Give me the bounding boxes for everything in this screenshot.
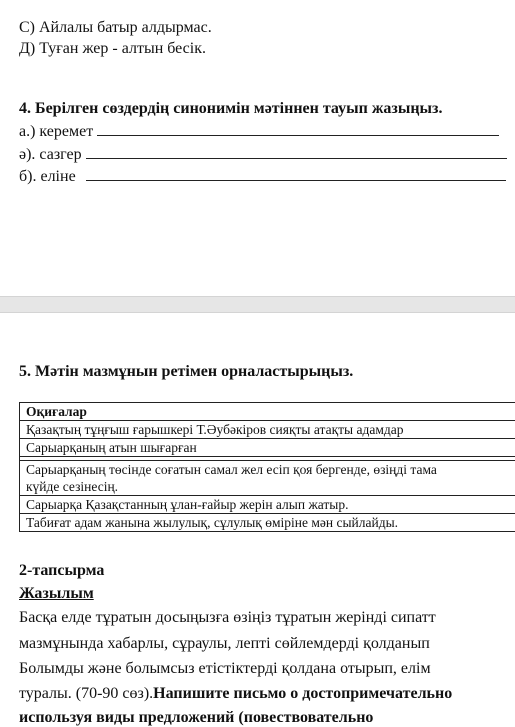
table-cell — [20, 461, 515, 496]
table-row — [20, 496, 515, 514]
task2-bold-tail: Напишите письмо о достопримечательно — [153, 685, 452, 702]
task2-subtitle: Жазылым — [19, 585, 94, 603]
task4-item-a-label: а.) керемет — [19, 123, 93, 140]
events-table — [19, 402, 515, 532]
table-header-row — [20, 403, 515, 421]
task2-last-line: используя виды предложений (повествовательно — [19, 709, 373, 727]
task2-title: 2-тапсырма — [19, 562, 104, 580]
page-gap-divider — [0, 296, 515, 313]
table-row — [20, 461, 515, 496]
task2-line: Басқа елде тұратын досыңызға өзіңіз тұратын жерінді сипатт — [19, 609, 436, 627]
task4-item-ae — [19, 146, 507, 164]
table-cell: Табиғат адам жанына жылулық, сұлулық өміріне мән сыйлайды. — [20, 514, 515, 532]
task4-item-b — [19, 168, 506, 186]
task4-item-ae-label: ә). сазгер — [19, 146, 82, 163]
table-cell: Сарыарқаның атын шығарған — [20, 439, 515, 457]
answer-line-b[interactable] — [86, 168, 506, 181]
answer-line-ae[interactable] — [86, 146, 507, 159]
table-cell: Сарыарқа Қазақстанның ұлан-ғайыр жерін алып жатыр. — [20, 496, 515, 514]
table-row — [20, 514, 515, 532]
table-header: Оқиғалар — [20, 403, 515, 421]
table-cell: Қазақтың тұңғыш ғарышкері Т.Әубәкіров сияқты атақты адамдар — [20, 421, 515, 439]
table-cell-line: Сарыарқаның төсінде соғатын самал жел есіп қоя бергенде, өзіңді тама — [26, 461, 515, 478]
task4-item-b-label: б). еліне — [19, 168, 76, 185]
task4-item-a — [19, 123, 499, 141]
task2-line-with-bold — [19, 685, 452, 703]
task2-line: мазмұнында хабарлы, сұраулы, лепті сөйлемдерді қолданып — [19, 635, 430, 653]
table-row — [20, 421, 515, 439]
task4-heading: 4. Берілген сөздердің синонимін мәтіннен тауып жазыңыз. — [19, 100, 442, 118]
table-cell-line: күйде сезінесің. — [26, 478, 515, 495]
task5-heading: 5. Мәтін мазмұнын ретімен орналастырыңыз. — [19, 363, 353, 381]
task2-line: туралы. (70-90 сөз). — [19, 685, 153, 702]
answer-line-a[interactable] — [97, 123, 499, 136]
option-c: С) Айлалы батыр алдырмас. — [19, 19, 212, 37]
table-row — [20, 439, 515, 457]
task2-line: Болымды және болымсыз етістіктерді қолдана отырып, елім — [19, 660, 431, 678]
option-d: Д) Туған жер - алтын бесік. — [19, 40, 206, 58]
